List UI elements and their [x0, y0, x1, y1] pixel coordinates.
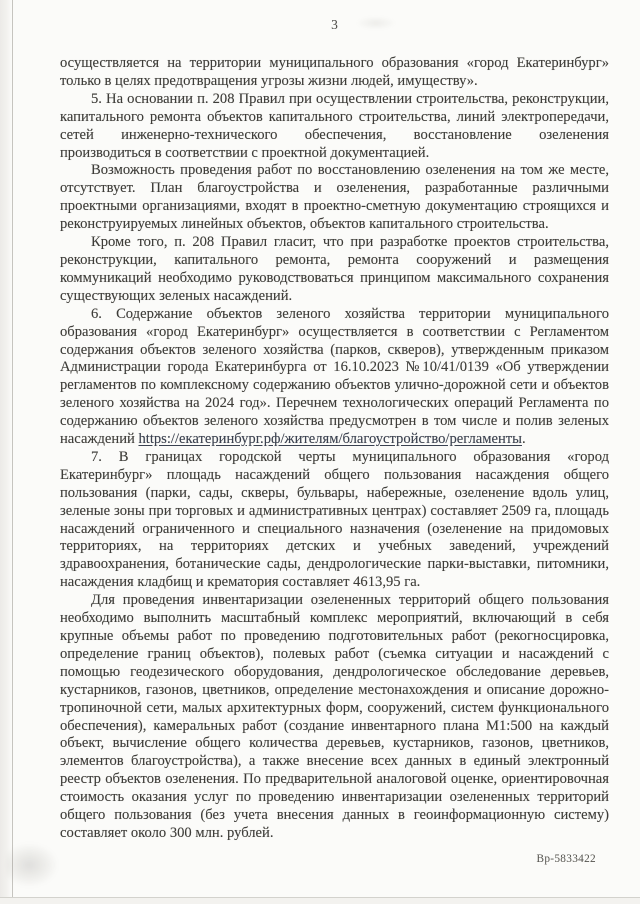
scan-smudge-artifact [6, 843, 58, 887]
document-code: Вр-5833422 [536, 853, 596, 865]
paragraph-p208-note: Кроме того, п. 208 Правил гласит, что при разработке проектов строительства, реконструкции, капитального ремонта, ремонта сооружений и размещения коммуникаций необходимо руководствоваться принципом максимального сохранения существующих зеленых насаждений. [60, 234, 609, 304]
paragraph-inventory-note: Для проведения инвентаризации озелененных территорий общего пользования необходимо выполнить масштабный комплекс мероприятий, включающий в себя крупные объемы работ по проведению подготовительных работ (рекогносцировка, определение границ объектов), полевых работ (съемка ситуации и насаждений с помощью геодезического оборудования, дендрологическое обследование деревьев, кустарников, газонов, цветников, определение местонахождения и описание дорожно-тропиночной сети, малых архитектурных форм, сооружений, систем функционального обеспечения), камеральных работ (создание инвентарного плана М1:500 на каждый объект, вычисление общего количества деревьев, кустарников, газонов, цветников, элементов благоустройства), а также внесение всех данных в единый электронный реестр объектов озеленения. По предварительной аналоговой оценке, ориентировочная стоимость оказания услуг по проведению инвентаризации озелененных территорий общего пользования (без учета внесения данных в геоинформационную систему) составляет около 300 млн. рублей. [60, 592, 609, 841]
paragraph-restoration-note: Возможность проведения работ по восстановлению озеленения на том же месте, отсутствует. План благоустройства и озеленения, разработанные различными проектными организациями, входят в проектно-сметную документацию строящихся и реконструируемых линейных объектов, объектов капитального строительства. [60, 162, 609, 233]
paragraph-item-6 [60, 306, 609, 449]
scan-left-edge-artifact [0, 0, 13, 904]
document-body [60, 55, 609, 843]
paragraph-item-7: 7. В границах городской черты муниципального образования «город Екатеринбург» площадь насаждений общего пользования насаждения общего пользования (парки, сады, скверы, бульвары, набережные, озеленение вдоль улиц, зеленые зоны при торговых и административных центрах) составляет 2509 га, площадь насаждений ограниченного и специального назначения (озеленение на придомовых территориях, на территориях детских и учебных заведений, учреждений здравоохранения, ботанические сады, дендрологические парки-выставки, питомники, насаждения кладбищ и крематория составляет 4613,95 га. [60, 448, 609, 591]
page-number: 3 [331, 17, 338, 32]
regulations-link[interactable]: https://екатеринбург.рф/жителям/благоустройство/регламенты [138, 431, 522, 448]
scan-bottom-edge-artifact [0, 897, 640, 904]
paragraph-continuation: осуществляется на территории муниципального образования «город Екатеринбург» только в целях предотвращения угрозы жизни людей, имуществу». [60, 55, 609, 89]
paragraph-text-before-link: 6. Содержание объектов зеленого хозяйства территории муниципального образования «город Екатеринбург» осуществляется в соответствии с Регламентом содержания объектов зеленого хозяйства (парков, скверов), утвержденным приказом Администрации города Екатеринбурга от 16.10.2023 №10/41/0139 «Об утверждении регламентов по комплексному содержанию объектов улично-дорожной сети и объектов зеленого хозяйства на 2024 год». Перечнем технологических операций Регламента по содержанию объектов зеленого хозяйства предусмотрен в том числе и полив зеленых насаждений [60, 305, 609, 448]
paragraph-text-after-link: . [521, 431, 526, 448]
paragraph-item-5: 5. На основании п. 208 Правил при осуществлении строительства, реконструкции, капитального ремонта объектов капитального строительства, линий электропередачи, сетей инженерно-технического обеспечения, восстановление озеленения производиться в соответствии с проектной документацией. [60, 90, 609, 161]
